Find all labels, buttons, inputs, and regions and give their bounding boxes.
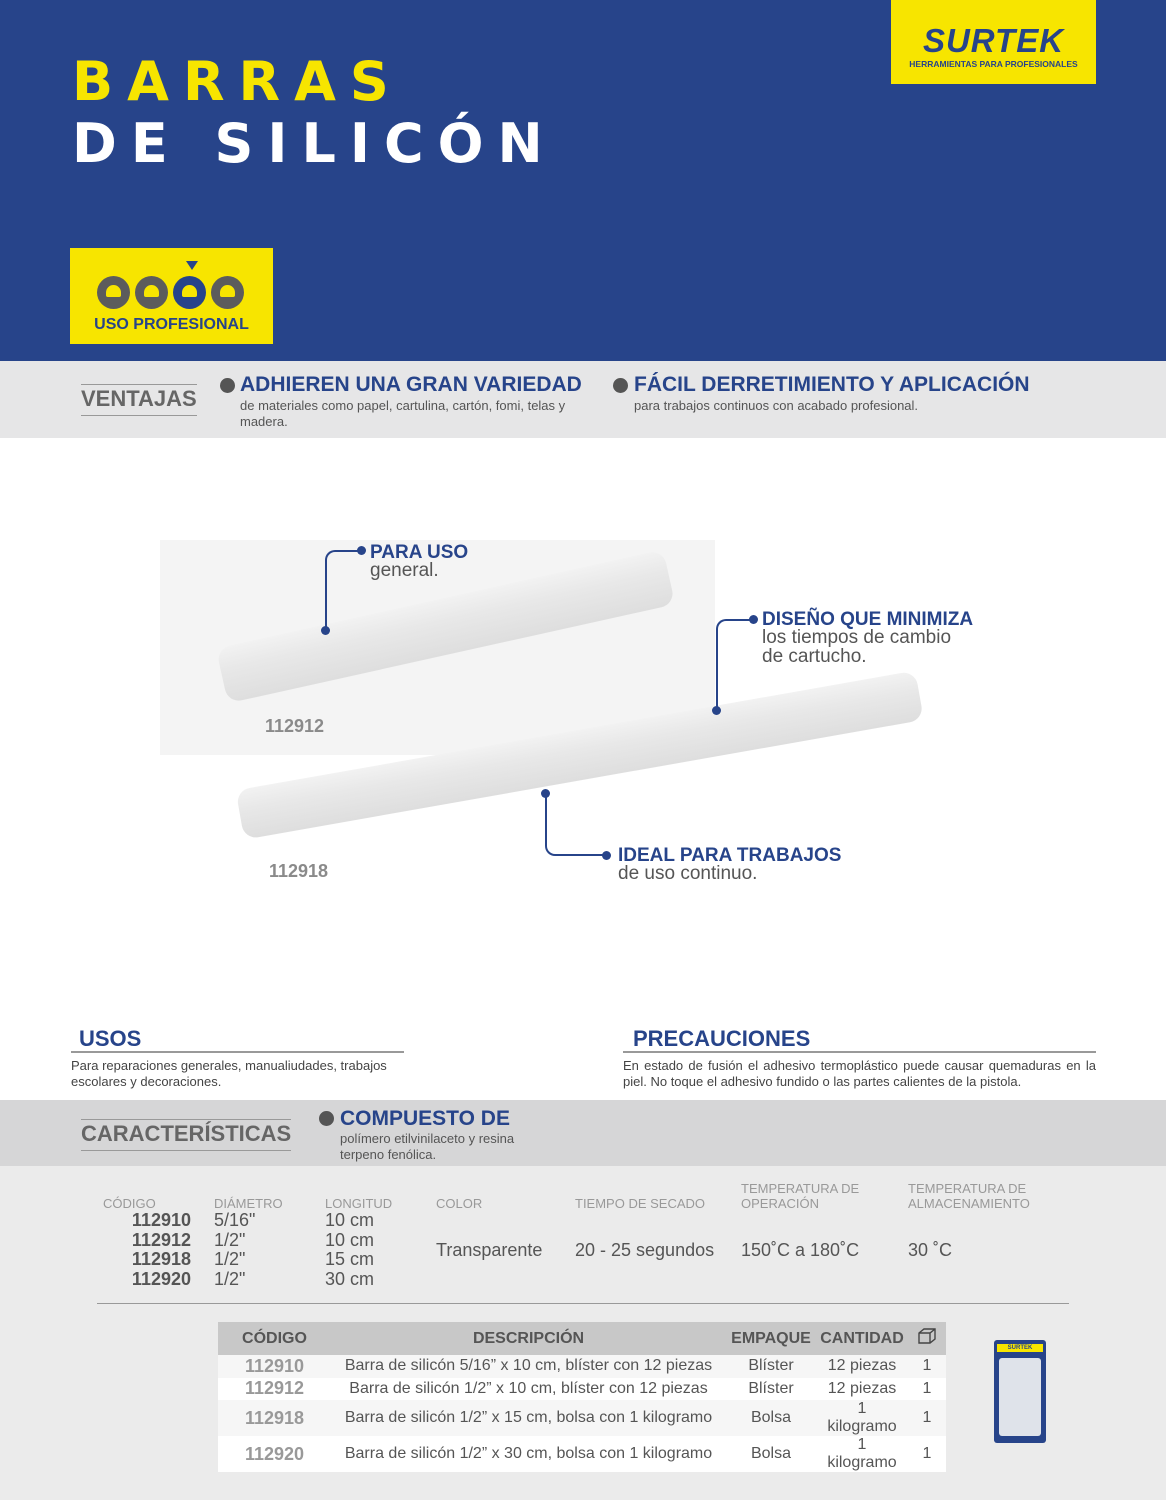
callout-dot bbox=[321, 626, 330, 635]
divider bbox=[97, 1303, 1069, 1304]
table-cell-codigo: 112918 bbox=[218, 1400, 331, 1436]
spec-diametro: 5/16" bbox=[214, 1210, 256, 1230]
spec-header-secado: TIEMPO DE SECADO bbox=[575, 1196, 706, 1211]
ventaja-1-text: de materiales como papel, cartulina, cartón, fomi, telas y madera. bbox=[240, 398, 566, 429]
bullet-icon bbox=[613, 378, 628, 393]
caracteristicas-label: CARACTERÍSTICAS bbox=[81, 1119, 291, 1151]
callout-dot bbox=[602, 851, 611, 860]
ventaja-2-text: para trabajos continuos con acabado profesional. bbox=[634, 398, 919, 413]
spec-temp-almacenamiento-value: 30 ˚C bbox=[908, 1240, 953, 1260]
usage-badge-label: USO PROFESIONAL bbox=[94, 316, 249, 333]
table-header-descripcion: DESCRIPCIÓN bbox=[331, 1322, 726, 1355]
precauciones-title: PRECAUCIONES bbox=[633, 1026, 811, 1051]
table-header-cantidad: CANTIDAD bbox=[816, 1322, 908, 1355]
table-row bbox=[218, 1355, 946, 1378]
spec-code: 112910 bbox=[131, 1210, 191, 1230]
callout-1-text: general. bbox=[370, 560, 439, 581]
table-cell-cajas: 1 bbox=[908, 1355, 946, 1378]
table-cell-empaque: Blíster bbox=[726, 1355, 816, 1378]
spec-longitud: 30 cm bbox=[325, 1268, 375, 1289]
table-cell-empaque: Bolsa bbox=[726, 1436, 816, 1472]
table-cell-empaque: Bolsa bbox=[726, 1400, 816, 1436]
brand-name: SURTEK bbox=[922, 22, 1065, 59]
divider bbox=[71, 1051, 404, 1053]
table-row bbox=[218, 1400, 946, 1436]
hard-hat-selected-icon bbox=[173, 276, 206, 309]
spec-longitudes bbox=[325, 1211, 374, 1289]
page-title-line2: DE SILICÓN bbox=[72, 112, 557, 175]
spec-header-temp-alm-line2: ALMACENAMIENTO bbox=[908, 1196, 1030, 1211]
table-cell-descripcion: Barra de silicón 1/2” x 30 cm, bolsa con 1 kilogramo bbox=[331, 1436, 726, 1472]
usos-text: Para reparaciones generales, manualiudades, trabajos escolares y decoraciones. bbox=[71, 1058, 387, 1089]
spec-diametro: 1/2" bbox=[214, 1229, 246, 1250]
callout-2-title: DISEÑO QUE MINIMIZA bbox=[762, 609, 974, 630]
divider bbox=[623, 1051, 1096, 1053]
spec-longitud: 10 cm bbox=[325, 1229, 375, 1250]
spec-temp-operacion-value: 150˚C a 180˚C bbox=[741, 1240, 860, 1260]
callout-line bbox=[325, 550, 361, 631]
callout-3-text: de uso continuo. bbox=[618, 863, 758, 884]
usage-level-badge bbox=[70, 248, 273, 344]
brand-logo bbox=[891, 0, 1096, 84]
table-cell-empaque: Blíster bbox=[726, 1378, 816, 1401]
ventaja-1-title: ADHIEREN UNA GRAN VARIEDAD bbox=[240, 373, 582, 396]
selected-level-arrow-icon bbox=[186, 261, 198, 270]
table-cell-codigo: 112910 bbox=[218, 1355, 331, 1378]
bullet-icon bbox=[319, 1111, 334, 1126]
callout-dot bbox=[749, 615, 758, 624]
spec-secado-value: 20 - 25 segundos bbox=[575, 1240, 715, 1260]
table-row bbox=[218, 1378, 946, 1401]
spec-code: 112912 bbox=[131, 1229, 191, 1250]
table-cell-descripcion: Barra de silicón 1/2” x 15 cm, bolsa con 1 kilogramo bbox=[331, 1400, 726, 1436]
spec-header-color: COLOR bbox=[436, 1196, 483, 1211]
ventajas-label: VENTAJAS bbox=[81, 384, 197, 416]
compuesto-text: polímero etilvinilaceto y resina terpeno fenólica. bbox=[340, 1131, 515, 1162]
callout-1-title: PARA USO bbox=[370, 542, 469, 563]
spec-color-value: Transparente bbox=[436, 1240, 543, 1260]
table-row bbox=[218, 1436, 946, 1472]
table-cell-cantidad: 1 kilogramo bbox=[816, 1400, 908, 1436]
hard-hat-icon bbox=[97, 276, 130, 309]
table-header-codigo: CÓDIGO bbox=[218, 1322, 331, 1355]
hard-hat-icon bbox=[211, 276, 244, 309]
callout-dot bbox=[357, 546, 366, 555]
product-code-rod1: 112912 bbox=[265, 716, 325, 736]
compuesto-title: COMPUESTO DE bbox=[340, 1107, 510, 1130]
table-cell-cajas: 1 bbox=[908, 1436, 946, 1472]
precauciones-text: En estado de fusión el adhesivo termoplástico puede causar quemaduras en la piel. No toque el adhesivo fundido o las partes calientes de la pistola. bbox=[623, 1058, 1096, 1089]
package-blister bbox=[999, 1358, 1041, 1436]
spec-code: 112920 bbox=[131, 1268, 191, 1289]
spec-codes bbox=[100, 1211, 191, 1289]
table-cell-cantidad: 12 piezas bbox=[816, 1355, 908, 1378]
callout-2-text-line2: de cartucho. bbox=[762, 646, 867, 667]
box-icon bbox=[908, 1322, 946, 1355]
callout-dot bbox=[712, 706, 721, 715]
table-header-row bbox=[218, 1322, 946, 1355]
table-cell-descripcion: Barra de silicón 5/16” x 10 cm, blíster con 12 piezas bbox=[331, 1355, 726, 1378]
spec-diametro: 1/2" bbox=[214, 1249, 246, 1269]
callout-line bbox=[716, 619, 752, 711]
spec-header-temp-op-line1: TEMPERATURA DE bbox=[741, 1181, 860, 1196]
callout-2-text-line1: los tiempos de cambio bbox=[762, 627, 952, 648]
spec-header-longitud: LONGITUD bbox=[325, 1196, 393, 1211]
bullet-icon bbox=[220, 378, 235, 393]
spec-code: 112918 bbox=[131, 1249, 191, 1269]
product-table bbox=[218, 1322, 946, 1472]
usos-title: USOS bbox=[79, 1026, 142, 1051]
spec-header-temp-op-line2: OPERACIÓN bbox=[741, 1196, 820, 1211]
spec-diametros bbox=[214, 1211, 255, 1289]
package-brand: SURTEK bbox=[997, 1344, 1043, 1352]
ventaja-2-title: FÁCIL DERRETIMIENTO Y APLICACIÓN bbox=[634, 373, 1030, 396]
hard-hat-icon bbox=[135, 276, 168, 309]
table-cell-codigo: 112920 bbox=[218, 1436, 331, 1472]
page-title-line1: BARRAS bbox=[72, 50, 403, 113]
product-package-image bbox=[994, 1340, 1046, 1443]
table-cell-cajas: 1 bbox=[908, 1378, 946, 1401]
spec-header-diametro: DIÁMETRO bbox=[214, 1196, 283, 1211]
spec-header-codigo: CÓDIGO bbox=[103, 1196, 156, 1211]
spec-longitud: 10 cm bbox=[325, 1210, 375, 1230]
table-header-empaque: EMPAQUE bbox=[726, 1322, 816, 1355]
brand-tagline: HERRAMIENTAS PARA PROFESIONALES bbox=[909, 59, 1078, 69]
spec-longitud: 15 cm bbox=[325, 1249, 375, 1269]
product-code-rod2: 112918 bbox=[269, 861, 329, 881]
spec-header-temp-alm-line1: TEMPERATURA DE bbox=[908, 1181, 1027, 1196]
table-cell-cantidad: 12 piezas bbox=[816, 1378, 908, 1401]
callout-line bbox=[545, 793, 605, 856]
table-cell-codigo: 112912 bbox=[218, 1378, 331, 1401]
table-cell-cantidad: 1 kilogramo bbox=[816, 1436, 908, 1472]
table-cell-cajas: 1 bbox=[908, 1400, 946, 1436]
callout-dot bbox=[541, 789, 550, 798]
spec-diametro: 1/2" bbox=[214, 1268, 246, 1289]
callout-3-title: IDEAL PARA TRABAJOS bbox=[618, 845, 842, 866]
table-cell-descripcion: Barra de silicón 1/2” x 10 cm, blíster con 12 piezas bbox=[331, 1378, 726, 1401]
